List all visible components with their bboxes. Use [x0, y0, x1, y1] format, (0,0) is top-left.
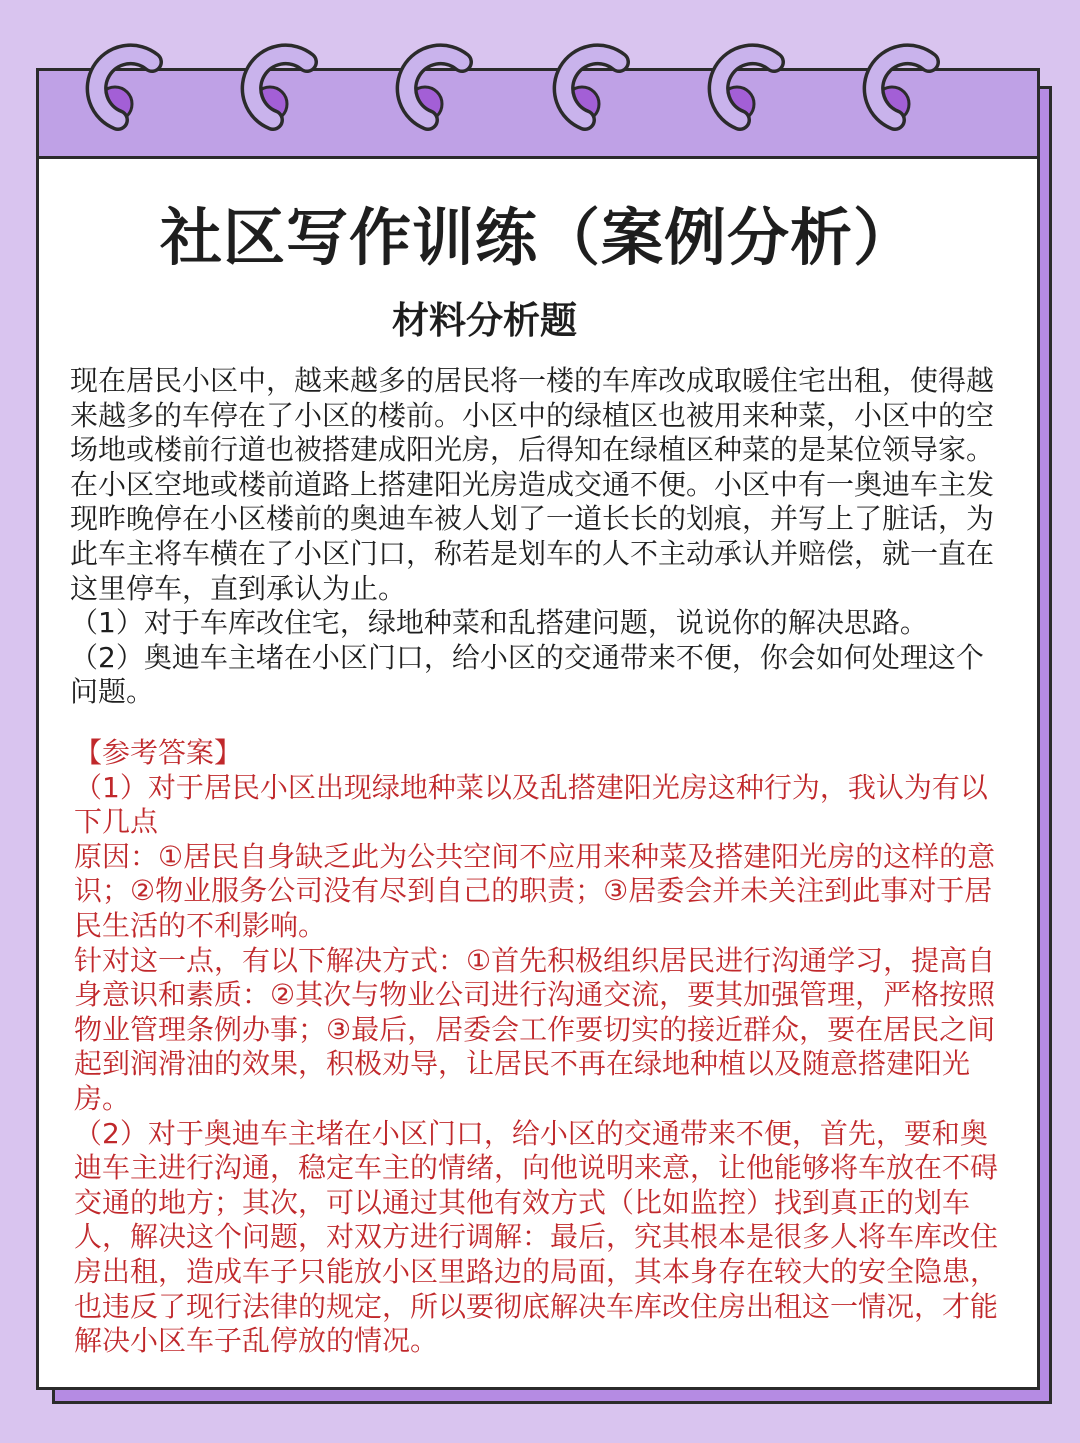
page-title: 社区写作训练（案例分析） — [159, 201, 916, 274]
answer-paragraph: 原因：①居民自身缺乏此为公共空间不应用来种菜及搭建阳光房的这样的意识；②物业服务公司没有尽到自己的职责；③居委会并未关注到此事对于居民生活的不利影响。 — [74, 839, 996, 942]
reference-answer — [74, 736, 1006, 1359]
answer-paragraph: （2）对于奥迪车主堵在小区门口，给小区的交通带来不便，首先，要和奥迪车主进行沟通，稳定车主的情绪，向他说明来意，让他能够将车放在不碍交通的地方；其次，可以通过其他有效方式（比如监控）找到真正的划车人，解决这个问题，对双方进行调解：最后，究其根本是很多人将车库改住房出租，造成车子只能放小区里路边的局面，其本身存在较大的安全隐患，也违反了现行法律的规定，所以要彻底解决车库改住房出租这一情况，才能解决小区车子乱停放的情况。 — [74, 1116, 999, 1358]
answer-heading: 【参考答案】 — [74, 736, 243, 769]
answer-paragraph: 针对这一点，有以下解决方式：①首先积极组织居民进行沟通学习，提高自身意识和素质：②其次与物业公司进行沟通交流，要其加强管理，严格按照物业管理条例办事；③最后，居委会工作要切实的接近群众，要在居民之间起到润滑油的效果，积极劝导，让居民不再在绿地种植以及随意搭建阳光房。 — [74, 943, 996, 1115]
material-text — [70, 364, 1005, 710]
answer-paragraph: （1）对于居民小区出现绿地种菜以及乱搭建阳光房这种行为，我认为有以下几点 — [74, 770, 988, 839]
question-1: （1）对于车库改住宅，绿地种菜和乱搭建问题，说说你的解决思路。 — [70, 606, 928, 640]
question-2: （2）奥迪车主堵在小区门口，给小区的交通带来不便，你会如何处理这个问题。 — [70, 640, 984, 709]
page-subtitle: 材料分析题 — [392, 299, 577, 342]
notebook-header-bar — [39, 71, 1037, 159]
material-paragraph: 现在居民小区中，越来越多的居民将一楼的车库改成取暖住宅出租，使得越来越多的车停在了小区的楼前。小区中的绿植区也被用来种菜，小区中的空场地或楼前行道也被搭建成阳光房，后得知在绿植区种菜的是某位领导家。在小区空地或楼前道路上搭建阳光房造成交通不便。小区中有一奥迪车主发现昨晚停在小区楼前的奥迪车被人划了一道长长的划痕，并写上了脏话，为此车主将车横在了小区门口，称若是划车的人不主动承认并赔偿，就一直在这里停车，直到承认为止。 — [70, 364, 995, 605]
